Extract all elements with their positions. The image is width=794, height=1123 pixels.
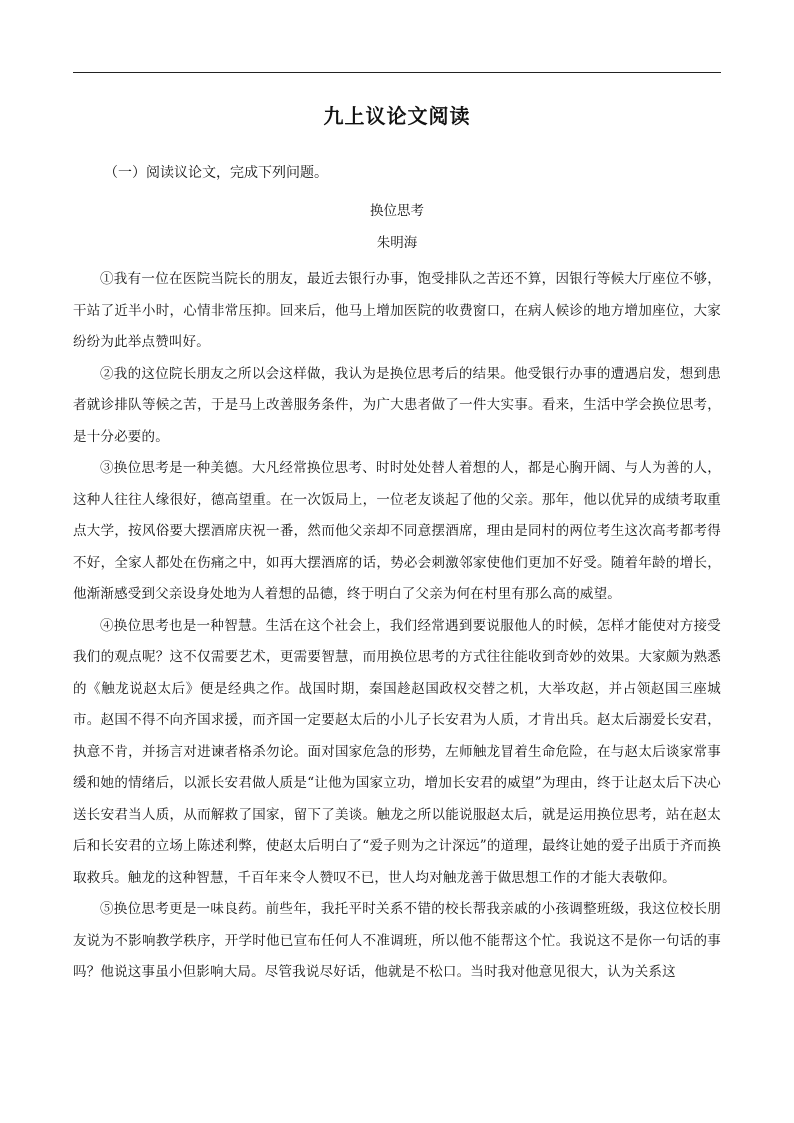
paragraph-5: ⑤换位思考更是一味良药。前些年，我托平时关系不错的校长帮我亲戚的小孩调整班级，我这位校长朋友说为不影响教学秩序，开学时他已宣布任何人不准调班，所以他不能帮这个忙。我说这不是你一句话的事吗？他说这事虽小但影响大局。尽管我说尽好话，他就是不松口。当时我对他意见很大，认为关系这 [73, 901, 721, 980]
page-title: 九上议论文阅读 [323, 104, 471, 128]
paragraph-1: ①我有一位在医院当院长的朋友，最近去银行办事，饱受排队之苦还不算，因银行等候大厅座位不够，干站了近半小时，心情非常压抑。回来后，他马上增加医院的收费窗口，在病人候诊的地方增加座位，大家纷纷为此举点赞叫好。 [73, 271, 721, 350]
paragraph-3: ③换位思考是一种美德。大凡经常换位思考、时时处处替人着想的人，都是心胸开阔、与人为善的人，这种人往往人缘很好，德高望重。在一次饭局上，一位老友谈起了他的父亲。那年，他以优异的成绩考取重点大学，按风俗要大摆酒席庆祝一番，然而他父亲却不同意摆酒席，理由是同村的两位考生这次高考都考得不好，全家人都处在伤痛之中，如再大摆酒席的话，势必会刺激邻家使他们更加不好受。随着年龄的增长，他渐渐感受到父亲设身处地为人着想的品德，终于明白了父亲为何在村里有那么高的威望。 [73, 460, 721, 602]
document-body [73, 162, 721, 989]
paragraph-2: ②我的这位院长朋友之所以会这样做，我认为是换位思考后的结果。他受银行办事的遭遇启发，想到患者就诊排队等候之苦，于是马上改善服务条件，为广大患者做了一件大实事。看来，生活中学会换位思考，是十分必要的。 [73, 365, 721, 445]
article-title: 换位思考 [370, 203, 424, 219]
article-author: 朱明海 [376, 235, 418, 251]
paragraph-4: ④换位思考也是一种智慧。生活在这个社会上，我们经常遇到要说服他人的时候，怎样才能使对方接受我们的观点呢？这不仅需要艺术，更需要智慧，而用换位思考的方式往往能收到奇妙的效果。大家颇为熟悉的《触龙说赵太后》便是经典之作。战国时期，秦国趁赵国政权交替之机，大举攻赵，并占领赵国三座城市。赵国不得不向齐国求援，而齐国一定要赵太后的小儿子长安君为人质，才肯出兵。赵太后溺爱长安君，执意不肯，并扬言对进谏者格杀勿论。面对国家危急的形势，左师触龙冒着生命危险，在与赵太后谈家常事缓和她的情绪后，以派长安君做人质是“让他为国家立功，增加长安君的威望”为理由，终于让赵太后下决心送长安君当人质，从而解救了国家，留下了美谈。触龙之所以能说服赵太后，就是运用换位思考，站在赵太后和长安君的立场上陈述利弊，使赵太后明白了“爱子则为之计深远”的道理，最终让她的爱子出质于齐而换取救兵。触龙的这种智慧，千百年来令人赞叹不已，世人均对触龙善于做思想工作的才能大表敬仰。 [73, 617, 721, 886]
header-rule [73, 72, 721, 73]
section-intro: （一）阅读议论文，完成下列问题。 [104, 165, 328, 181]
